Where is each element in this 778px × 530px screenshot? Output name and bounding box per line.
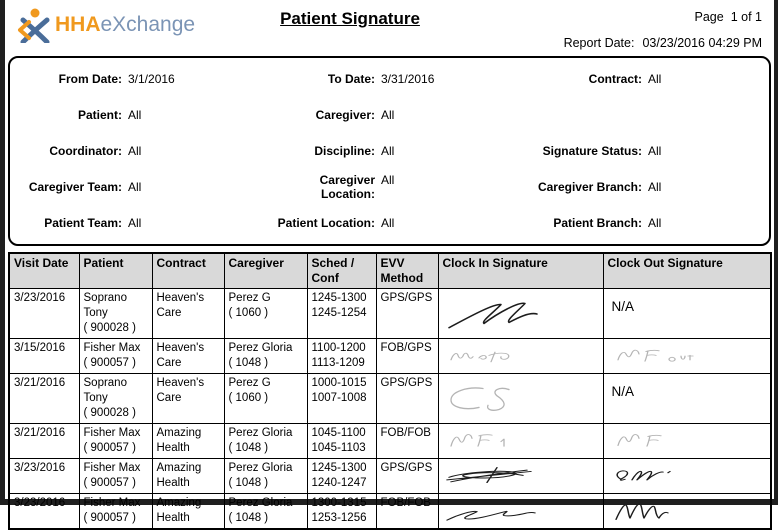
table-row [9,494,771,530]
report-date-label: Report Date: [563,36,635,50]
contract-cell: Heaven's Care [152,374,224,424]
page-title: Patient Signature [280,9,420,28]
filter-caregiver-branch: Caregiver Branch: All [537,180,662,194]
caregiver-cell: Perez G ( 1060 ) [224,374,307,424]
sched-conf-cell: 1245-1300 1245-1254 [307,289,376,339]
logo-hha: HHA [55,13,101,36]
filter-discipline: Discipline: All [314,144,395,158]
clock-out-signature-cell [603,374,771,424]
visit-date-cell: 3/23/2016 [9,459,79,494]
clock-in-signature [443,463,593,489]
caregiver-cell: Perez Gloria ( 1048 ) [224,494,307,530]
clock-out-signature [608,343,758,369]
filter-patient: Patient: All [77,108,142,122]
visit-signature-table [8,252,772,530]
patient-cell: Soprano Tony ( 900028 ) [79,374,152,424]
clock-out-signature [608,498,758,524]
filter-caregiver-team: Caregiver Team: All [28,180,142,194]
filter-patient-branch: Patient Branch: All [553,216,662,230]
clock-in-signature-cell [438,424,603,459]
caregiver-cell: Perez G ( 1060 ) [224,289,307,339]
col-clock-out-signature: Clock Out Signature [603,253,771,289]
table-row [9,459,771,494]
clock-in-signature-cell [438,459,603,494]
sched-conf-cell: 1045-1100 1045-1103 [307,424,376,459]
filter-to-date: To Date: 3/31/2016 [327,72,435,86]
page-value: 1 of 1 [730,10,762,24]
contract-cell: Heaven's Care [152,289,224,339]
filter-patient-location: Patient Location: All [277,216,395,230]
contract-cell: Heaven's Care [152,339,224,374]
clock-out-signature [608,463,758,489]
patient-cell: Fisher Max ( 900057 ) [79,339,152,374]
visit-date-cell: 3/21/2016 [9,374,79,424]
filter-from-date: From Date: 3/1/2016 [58,72,175,86]
table-row [9,374,771,424]
col-sched-conf: Sched / Conf [307,253,376,289]
visit-date-cell: 3/21/2016 [9,424,79,459]
clock-in-signature-cell [438,494,603,530]
clock-out-signature-cell [603,424,771,459]
col-patient: Patient [79,253,152,289]
patient-cell: Soprano Tony ( 900028 ) [79,289,152,339]
clock-in-signature [443,378,593,420]
table-row [9,339,771,374]
clock-in-signature [443,343,593,369]
report-date-value: 03/23/2016 04:29 PM [642,36,762,50]
clock-out-signature-cell [603,289,771,339]
hhaexchange-logo-icon [17,7,51,43]
clock-out-signature-cell [603,494,771,530]
evv-method-cell: FOB/FOB [376,424,438,459]
page-number [695,10,762,24]
clock-out-signature-cell [603,459,771,494]
hhaexchange-logo [17,7,195,43]
caregiver-cell: Perez Gloria ( 1048 ) [224,339,307,374]
caregiver-cell: Perez Gloria ( 1048 ) [224,459,307,494]
clock-out-value: N/A [611,299,635,314]
logo-wordmark [55,13,195,37]
logo-exchange: eXchange [100,13,196,36]
contract-cell: Amazing Health [152,494,224,530]
table-header-row [9,253,771,289]
report-date [564,36,762,50]
evv-method-cell: GPS/GPS [376,374,438,424]
clock-out-value: N/A [611,384,635,399]
evv-method-cell: GPS/GPS [376,289,438,339]
clock-in-signature [443,498,593,524]
patient-cell: Fisher Max ( 900057 ) [79,424,152,459]
table-row [9,424,771,459]
evv-method-cell: FOB/GPS [376,339,438,374]
col-caregiver: Caregiver [224,253,307,289]
clock-in-signature [443,293,593,335]
visit-date-cell: 3/23/2016 [9,289,79,339]
evv-method-cell: FOB/FOB [376,494,438,530]
clock-out-signature-cell [603,339,771,374]
clock-in-signature-cell [438,339,603,374]
filter-coordinator: Coordinator: All [49,144,142,158]
table-row [9,289,771,339]
sched-conf-cell: 1245-1300 1240-1247 [307,459,376,494]
filter-summary-box [8,56,771,246]
visit-date-cell: 3/23/2016 [9,494,79,530]
sched-conf-cell: 1100-1200 1113-1209 [307,339,376,374]
filter-patient-team: Patient Team: All [44,216,142,230]
clock-in-signature [443,428,593,454]
col-evv-method: EVV Method [376,253,438,289]
patient-cell: Fisher Max ( 900057 ) [79,494,152,530]
clock-in-signature-cell [438,374,603,424]
col-contract: Contract [152,253,224,289]
visit-date-cell: 3/15/2016 [9,339,79,374]
filter-contract: Contract: All [588,72,662,86]
sched-conf-cell: 1300-1315 1253-1256 [307,494,376,530]
contract-cell: Amazing Health [152,459,224,494]
col-visit-date: Visit Date [9,253,79,289]
clock-in-signature-cell [438,289,603,339]
contract-cell: Amazing Health [152,424,224,459]
filter-caregiver-location: Caregiver Location: All [319,173,395,201]
col-clock-in-signature: Clock In Signature [438,253,603,289]
patient-cell: Fisher Max ( 900057 ) [79,459,152,494]
caregiver-cell: Perez Gloria ( 1048 ) [224,424,307,459]
filter-signature-status: Signature Status: All [542,144,662,158]
evv-method-cell: GPS/GPS [376,459,438,494]
sched-conf-cell: 1000-1015 1007-1008 [307,374,376,424]
clock-out-signature [608,428,758,454]
page-label: Page [694,10,724,24]
filter-caregiver: Caregiver: All [315,108,395,122]
